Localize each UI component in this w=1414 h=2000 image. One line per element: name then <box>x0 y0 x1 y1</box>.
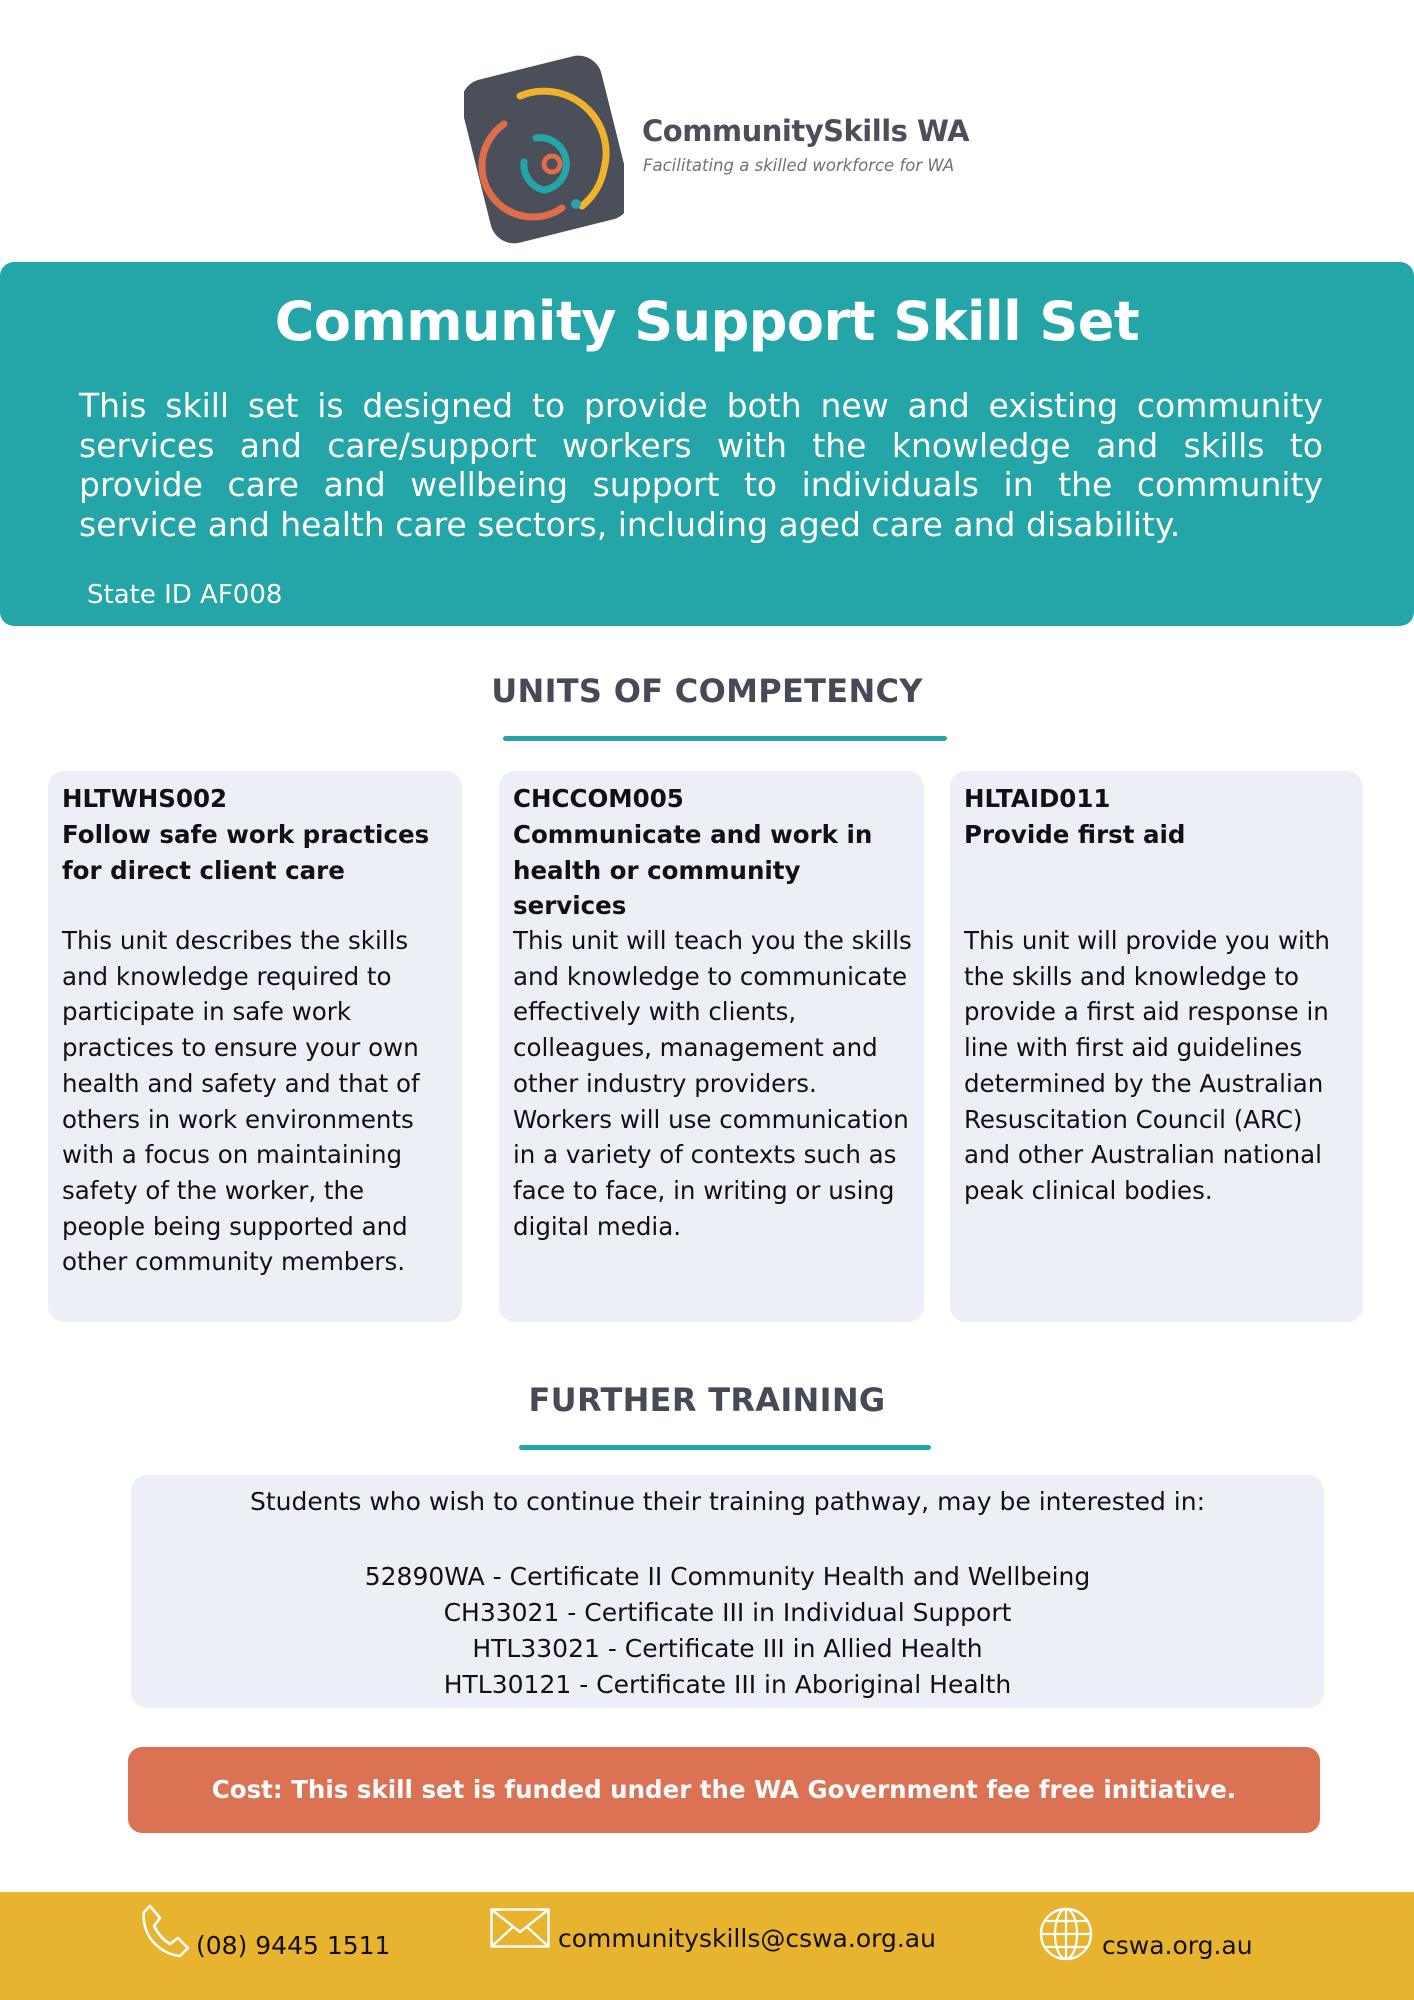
unit-description: This unit will teach you the skills and knowledge to communicate effectively with clients, colleagues, management and other industry providers. Workers will use communication in a variety of contexts such as face to face, in writing or using digital media. <box>513 926 912 1241</box>
training-box <box>131 1475 1324 1708</box>
units-heading: UNITS OF COMPETENCY <box>491 672 923 710</box>
unit-code: HLTWHS002 <box>62 784 228 813</box>
list-item: CH33021 - Certificate III in Individual Support <box>443 1598 1012 1627</box>
logo-tagline: Facilitating a skilled workforce for WA <box>643 156 955 175</box>
phone-number[interactable]: (08) 9445 1511 <box>196 1931 391 1960</box>
unit-title: Provide first aid <box>964 820 1186 849</box>
unit-code: CHCCOM005 <box>513 784 684 813</box>
website-link[interactable]: cswa.org.au <box>1102 1931 1253 1960</box>
list-item: 52890WA - Certificate II Community Health and Wellbeing <box>364 1562 1091 1591</box>
globe-icon <box>1038 1906 1094 1962</box>
logo <box>464 54 970 244</box>
unit-card-hltaid011 <box>950 771 1363 1322</box>
unit-title: Follow safe work practices for direct client care <box>62 820 430 885</box>
state-id: State ID AF008 <box>87 580 283 610</box>
list-item: HTL33021 - Certificate III in Allied Health <box>472 1634 983 1663</box>
contact-footer <box>0 1892 1414 2000</box>
training-heading: FURTHER TRAINING <box>528 1381 886 1419</box>
units-heading-underline <box>503 736 947 741</box>
training-intro: Students who wish to continue their training pathway, may be interested in: <box>249 1487 1206 1516</box>
email-contact[interactable] <box>489 1892 936 2000</box>
page-title: Community Support Skill Set <box>274 290 1140 353</box>
training-heading-underline <box>519 1445 931 1450</box>
unit-title: Communicate and work in health or community services <box>513 820 873 920</box>
phone-contact[interactable] <box>138 1892 398 2000</box>
logo-name: CommunitySkills WA <box>642 114 970 148</box>
skill-set-description: This skill set is designed to provide both new and existing community services and care/support workers with the knowledge and skills to provide care and wellbeing support to individuals in the community service and health care sectors, including aged care and disability. <box>79 386 1323 544</box>
spiral-logo-icon <box>464 54 624 244</box>
unit-description: This unit will provide you with the skills and knowledge to provide a first aid response in line with first aid guidelines determined by the Australian Resuscitation Council (ARC) and other Australian national peak clinical bodies. <box>964 926 1330 1205</box>
email-address[interactable]: communityskills@cswa.org.au <box>558 1924 936 1953</box>
course-list <box>131 1559 1324 1703</box>
phone-icon <box>140 1902 192 1958</box>
envelope-icon <box>490 1908 550 1948</box>
unit-card-hltwhs002 <box>48 771 462 1322</box>
unit-description: This unit describes the skills and knowledge required to participate in safe work practices to ensure your own health and safety and that of others in work environments with a focus on maintaining safety of the worker, the people being supported and other community members. <box>62 926 420 1277</box>
unit-code: HLTAID011 <box>964 784 1111 813</box>
list-item: HTL30121 - Certificate III in Aboriginal Health <box>443 1670 1012 1699</box>
unit-card-chccom005 <box>499 771 924 1322</box>
intro-banner <box>0 262 1414 626</box>
website-contact[interactable] <box>1036 1892 1296 2000</box>
cost-banner: Cost: This skill set is funded under the WA Government fee free initiative. <box>128 1747 1320 1833</box>
